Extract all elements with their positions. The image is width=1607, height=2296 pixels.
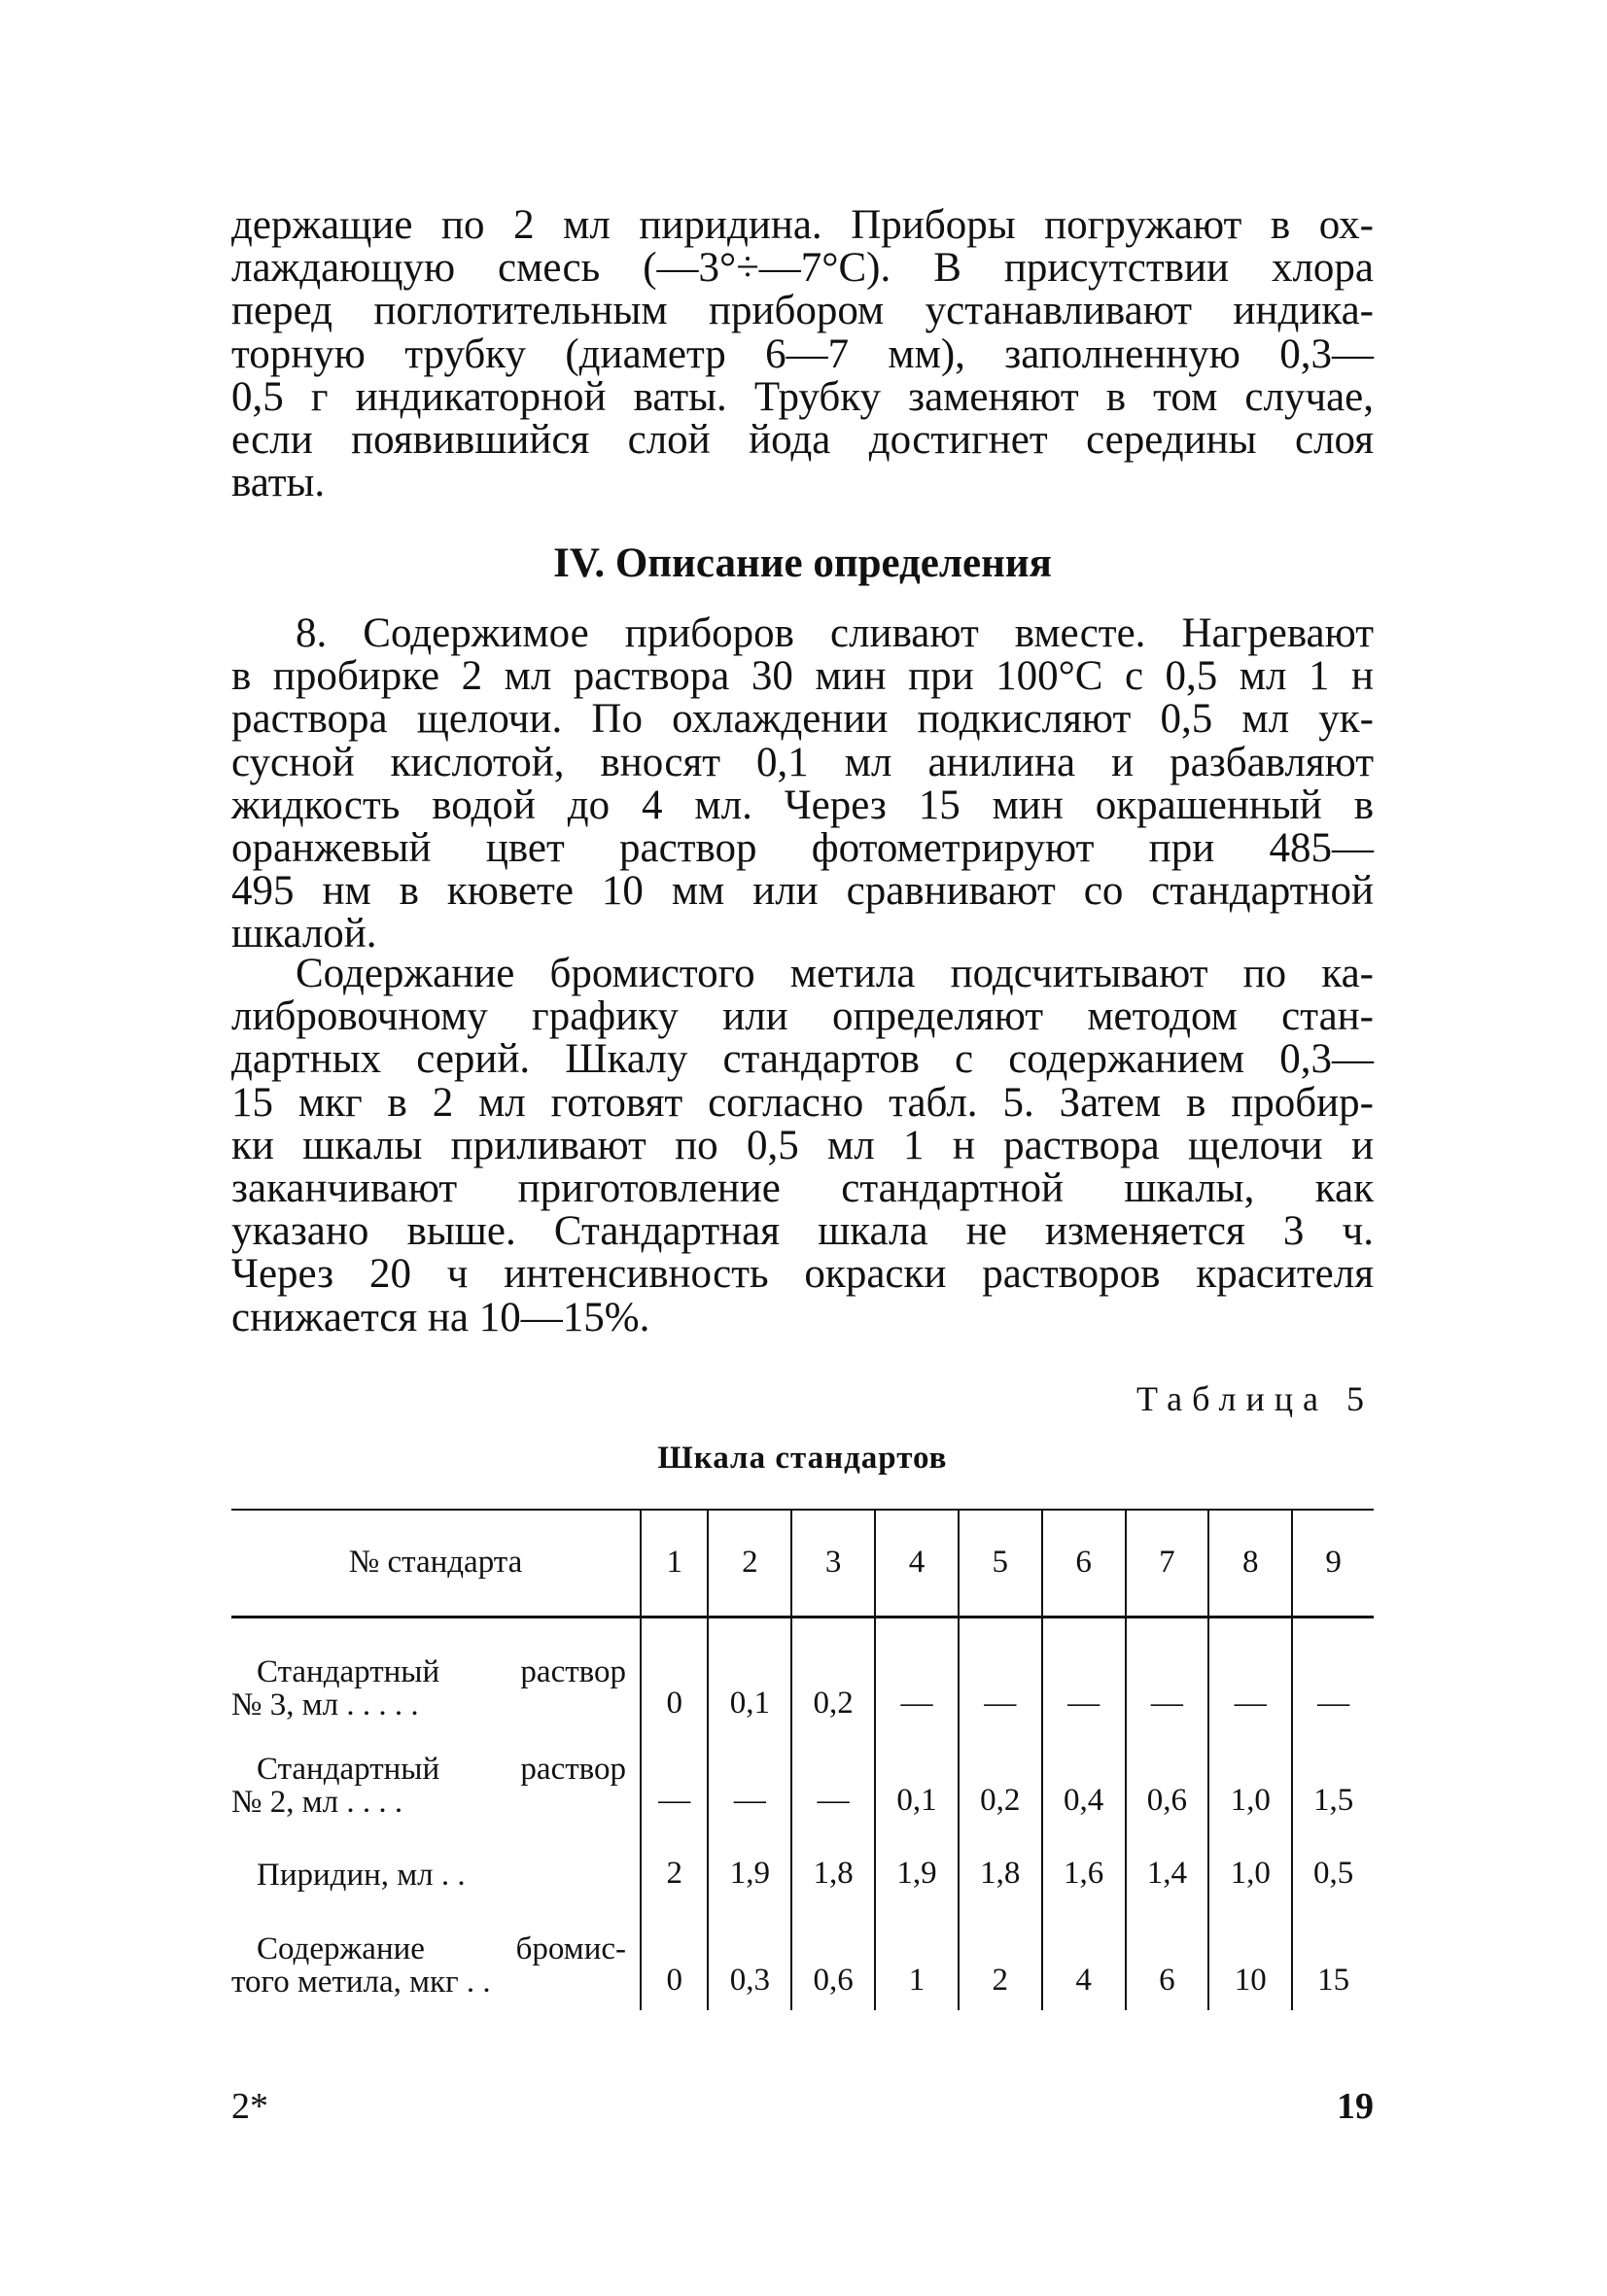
- column-header: 3: [791, 1510, 875, 1617]
- section-title: IV. Описание определения: [553, 540, 1052, 586]
- text-line: снижается на 10—15%.: [231, 1294, 650, 1340]
- text-line: держащие по 2 мл пиридина. Приборы погружают в ох-: [231, 202, 1374, 248]
- row-label-line: Стандартный раствор: [257, 1654, 626, 1689]
- table-cell: —: [641, 1733, 708, 1830]
- table-cell: 0,1: [708, 1617, 791, 1733]
- text-line: указано выше. Стандартная шкала не изменяется 3 ч.: [231, 1208, 1374, 1255]
- column-header: 2: [708, 1510, 791, 1617]
- table-row: [231, 1617, 1374, 1733]
- table-cell: 0,2: [959, 1733, 1042, 1830]
- text-line: ваты.: [231, 460, 326, 506]
- column-header: 4: [875, 1510, 959, 1617]
- text-line: 8. Содержимое приборов сливают вместе. Нагревают: [296, 610, 1374, 656]
- table-row: [231, 1903, 1374, 2010]
- table-label: Таблица 5: [1136, 1379, 1374, 1418]
- text-line: заканчивают приготовление стандартной шкалы, как: [231, 1165, 1374, 1211]
- row-label: [231, 1830, 641, 1903]
- text-line: либровочному графику или определяют методом стан-: [231, 993, 1374, 1040]
- table-cell: —: [959, 1617, 1042, 1733]
- column-header: 9: [1292, 1510, 1374, 1617]
- text-line: в пробирке 2 мл раствора 30 мин при 100°С с 0,5 мл 1 н: [231, 653, 1374, 700]
- text-line: ки шкалы приливают по 0,5 мл 1 н раствора щелочи и: [231, 1122, 1374, 1168]
- column-header: 6: [1042, 1510, 1126, 1617]
- table-cell: 0,5: [1292, 1830, 1374, 1903]
- table-cell: 0,2: [791, 1617, 875, 1733]
- text-line: Через 20 ч интенсивность окраски растворов красителя: [231, 1251, 1374, 1298]
- paragraph-1: [231, 204, 1374, 504]
- text-line: оранжевый цвет раствор фотометрируют при 485—: [231, 824, 1374, 871]
- paragraph-2: [231, 612, 1374, 957]
- table-cell: 0,6: [791, 1903, 875, 2010]
- table-cell: 1,5: [1292, 1733, 1374, 1830]
- text-line: шкалой.: [231, 911, 377, 957]
- table-cell: 1,9: [708, 1830, 791, 1903]
- text-line: если появившийся слой йода достигнет середины слоя: [231, 416, 1374, 463]
- row-label-line: № 2, мл . . . .: [231, 1785, 403, 1820]
- table-cell: 4: [1042, 1903, 1126, 2010]
- text-line: лаждающую смесь (—3°÷—7°С). В присутствии хлора: [231, 245, 1374, 292]
- table-row: [231, 1830, 1374, 1903]
- table-cell: —: [1126, 1617, 1209, 1733]
- table-cell: 1,8: [791, 1830, 875, 1903]
- table-header-row: [231, 1510, 1374, 1617]
- text-line: 15 мкг в 2 мл готовят согласно табл. 5. Затем в пробир-: [231, 1079, 1374, 1126]
- table-cell: 0: [641, 1903, 708, 2010]
- table-cell: —: [1042, 1617, 1126, 1733]
- table-cell: 1,0: [1208, 1830, 1292, 1903]
- table-cell: 10: [1208, 1903, 1292, 2010]
- signature-mark: 2*: [231, 2086, 268, 2127]
- text-line: перед поглотительным прибором устанавливают индика-: [231, 288, 1374, 334]
- standards-table: [231, 1509, 1374, 2010]
- text-line: 495 нм в кювете 10 мм или сравнивают со стандартной: [231, 868, 1374, 915]
- column-header: 1: [641, 1510, 708, 1617]
- paragraph-3: [231, 953, 1374, 1339]
- text-line: торную трубку (диаметр 6—7 мм), заполненную 0,3—: [231, 330, 1374, 377]
- text-line: дартных серий. Шкалу стандартов с содержанием 0,3—: [231, 1036, 1374, 1083]
- column-header: 8: [1208, 1510, 1292, 1617]
- row-label-line: Содержание бромис-: [257, 1931, 626, 1966]
- table-cell: 1: [875, 1903, 959, 2010]
- table-cell: 0,6: [1126, 1733, 1209, 1830]
- table-cell: —: [708, 1733, 791, 1830]
- text-line: 0,5 г индикаторной ваты. Трубку заменяют в том случае,: [231, 373, 1374, 420]
- text-line: жидкость водой до 4 мл. Через 15 мин окрашенный в: [231, 782, 1374, 828]
- row-label: [231, 1903, 641, 2010]
- table-cell: —: [1208, 1617, 1292, 1733]
- row-label: [231, 1733, 641, 1830]
- column-header: 5: [959, 1510, 1042, 1617]
- text-line: сусной кислотой, вносят 0,1 мл анилина и разбавляют: [231, 739, 1374, 785]
- row-label-line: Пиридин, мл . .: [257, 1858, 466, 1893]
- row-label-line: Стандартный раствор: [257, 1752, 626, 1787]
- page-number: 19: [1337, 2086, 1374, 2127]
- table-cell: 1,9: [875, 1830, 959, 1903]
- table-cell: 0,4: [1042, 1733, 1126, 1830]
- table-caption: Шкала стандартов: [657, 1441, 948, 1476]
- table-row: [231, 1733, 1374, 1830]
- table-cell: —: [1292, 1617, 1374, 1733]
- text-line: раствора щелочи. По охлаждении подкисляют 0,5 мл ук-: [231, 696, 1374, 743]
- row-label-line: того метила, мкг . .: [231, 1965, 491, 2000]
- table-cell: 1,0: [1208, 1733, 1292, 1830]
- text-line: Содержание бромистого метила подсчитывают по ка-: [296, 951, 1374, 996]
- table-cell: —: [875, 1617, 959, 1733]
- header-standard-number: № стандарта: [348, 1545, 523, 1581]
- column-header: 7: [1126, 1510, 1209, 1617]
- table-cell: 2: [959, 1903, 1042, 2010]
- row-label-line: № 3, мл . . . . .: [231, 1687, 419, 1722]
- row-label: [231, 1617, 641, 1733]
- table-cell: 0: [641, 1617, 708, 1733]
- table-cell: 1,6: [1042, 1830, 1126, 1903]
- table-cell: 1,4: [1126, 1830, 1209, 1903]
- table-cell: 1,8: [959, 1830, 1042, 1903]
- table-cell: —: [791, 1733, 875, 1830]
- table-cell: 2: [641, 1830, 708, 1903]
- table-cell: 0,1: [875, 1733, 959, 1830]
- table-cell: 15: [1292, 1903, 1374, 2010]
- table-cell: 0,3: [708, 1903, 791, 2010]
- table-cell: 6: [1126, 1903, 1209, 2010]
